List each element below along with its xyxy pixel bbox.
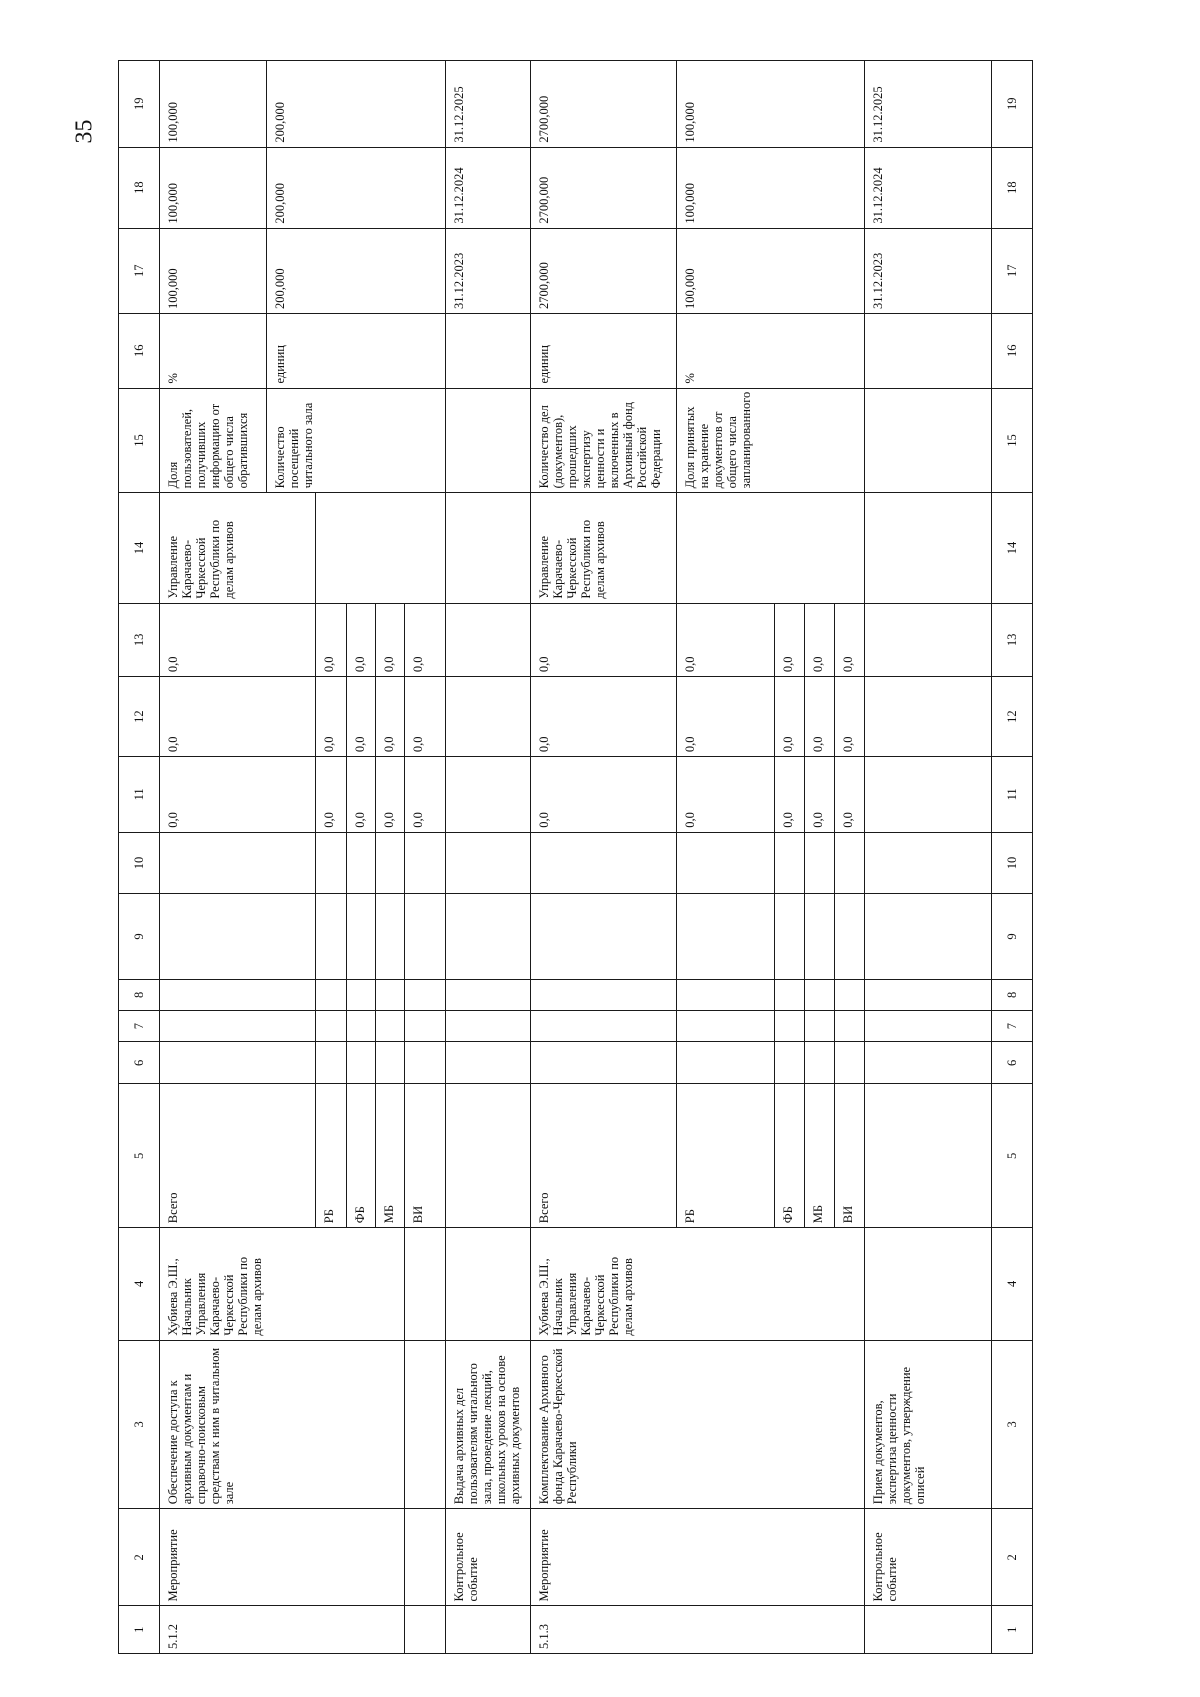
row-responsible: Хубиева Э.Ш., Начальник Управления Карачаево-Черкесской Республики по делам архивов	[159, 1228, 404, 1340]
date-2024: 31.12.2024	[446, 147, 531, 228]
row-executor: Управление Карачаево-Черкесской Республики по делам архивов	[530, 493, 676, 603]
cell-11: 0,0	[676, 757, 774, 833]
cell-11: 0,0	[774, 757, 804, 833]
cell-12: 0,0	[834, 677, 864, 757]
cell-10	[159, 832, 315, 894]
value-2025: 100,000	[159, 61, 266, 148]
cell-13: 0,0	[530, 603, 676, 676]
cell-11: 0,0	[404, 757, 446, 833]
source-vi: ВИ	[404, 1084, 446, 1228]
cell-11: 0,0	[375, 757, 404, 833]
table-row	[446, 61, 531, 1654]
value-2023: 100,000	[159, 228, 266, 313]
cell-13: 0,0	[404, 603, 446, 676]
header-cell: 10	[119, 832, 160, 894]
cell-13: 0,0	[375, 603, 404, 676]
cell-14	[676, 493, 864, 603]
cell-7	[159, 1011, 315, 1042]
source-mb: МБ	[375, 1084, 404, 1228]
unit: единиц	[530, 313, 676, 388]
date-2023: 31.12.2023	[446, 228, 531, 313]
footer-cell: 12	[992, 677, 1033, 757]
indicator: Количество посещений читального зала	[266, 388, 446, 493]
cell-12: 0,0	[804, 677, 834, 757]
cell-11: 0,0	[834, 757, 864, 833]
row-name: Комплектование Архивного фонда Карачаево-Черкесской Республики	[530, 1340, 864, 1509]
cell-13: 0,0	[774, 603, 804, 676]
row-type: Контрольное событие	[864, 1509, 991, 1606]
footer-cell: 9	[992, 894, 1033, 979]
cell-8	[159, 979, 315, 1010]
footer-cell: 11	[992, 757, 1033, 833]
unit: единиц	[266, 313, 446, 388]
row-name: Прием документов, экспертиза ценности документов, утверждение описей	[864, 1340, 991, 1509]
value-2024: 2700,000	[530, 147, 676, 228]
value-2024: 200,000	[266, 147, 446, 228]
header-cell: 18	[119, 147, 160, 228]
value-2023: 200,000	[266, 228, 446, 313]
value-2024: 100,000	[676, 147, 864, 228]
header-cell: 8	[119, 979, 160, 1010]
footer-cell: 10	[992, 832, 1033, 894]
cell-11: 0,0	[530, 757, 676, 833]
cell-12: 0,0	[676, 677, 774, 757]
cell-12: 0,0	[774, 677, 804, 757]
cell-13: 0,0	[159, 603, 315, 676]
source-total: Всего	[159, 1084, 315, 1228]
unit: %	[676, 313, 864, 388]
header-cell: 13	[119, 603, 160, 676]
row-responsible: Хубиева Э.Ш., Начальник Управления Карачаево-Черкесской Республики по делам архивов	[530, 1228, 864, 1340]
value-2025: 2700,000	[530, 61, 676, 148]
source-mb: МБ	[804, 1084, 834, 1228]
source-rb: РБ	[315, 1084, 346, 1228]
header-cell: 4	[119, 1228, 160, 1340]
cell-12: 0,0	[530, 677, 676, 757]
unit: %	[159, 313, 266, 388]
cell-13: 0,0	[346, 603, 375, 676]
row-type: Мероприятие	[530, 1509, 864, 1606]
value-2023: 2700,000	[530, 228, 676, 313]
row-type: Контрольное событие	[446, 1509, 531, 1606]
row-name: Обеспечение доступа к архивным документам и справочно-поисковым средствам к ним в читальном зале	[159, 1340, 404, 1509]
cell-12: 0,0	[315, 677, 346, 757]
row-name: Выдача архивных дел пользователям читального зала, проведение лекций, школьных уроков на основе архивных документов	[446, 1340, 531, 1509]
row-code: 5.1.2	[159, 1606, 404, 1654]
footer-cell: 13	[992, 603, 1033, 676]
row-code: 5.1.3	[530, 1606, 864, 1654]
page-number: 35	[71, 119, 98, 144]
value-2023: 100,000	[676, 228, 864, 313]
footer-cell: 17	[992, 228, 1033, 313]
cell-13: 0,0	[834, 603, 864, 676]
source-fb: ФБ	[774, 1084, 804, 1228]
footer-cell: 15	[992, 388, 1033, 493]
cell-6	[159, 1042, 315, 1084]
header-cell: 14	[119, 493, 160, 603]
indicator: Доля принятых на хранение документов от общего числа запланированного	[676, 388, 864, 493]
cell-14	[315, 493, 446, 603]
header-cell: 17	[119, 228, 160, 313]
footer-cell: 3	[992, 1340, 1033, 1509]
footer-cell: 1	[992, 1606, 1033, 1654]
cell-12: 0,0	[159, 677, 315, 757]
value-2025: 100,000	[676, 61, 864, 148]
footer-cell: 5	[992, 1084, 1033, 1228]
footer-cell: 16	[992, 313, 1033, 388]
cell-11: 0,0	[159, 757, 315, 833]
header-row	[119, 61, 160, 1654]
cell-11: 0,0	[804, 757, 834, 833]
row-type: Мероприятие	[159, 1509, 404, 1606]
header-cell: 1	[119, 1606, 160, 1654]
header-cell: 6	[119, 1042, 160, 1084]
cell-9	[159, 894, 315, 979]
table-row	[159, 61, 266, 1654]
date-2025: 31.12.2025	[446, 61, 531, 148]
cell-13: 0,0	[315, 603, 346, 676]
source-fb: ФБ	[346, 1084, 375, 1228]
indicator: Доля пользователей, получивших информацию от общего числа обратившихся	[159, 388, 266, 493]
cell-11: 0,0	[315, 757, 346, 833]
cell-12: 0,0	[375, 677, 404, 757]
value-2025: 200,000	[266, 61, 446, 148]
footer-cell: 14	[992, 493, 1033, 603]
date-2023: 31.12.2023	[864, 228, 991, 313]
indicator: Количество дел (документов), прошедших экспертизу ценности и включенных в Архивный фонд Российской Федерации	[530, 388, 676, 493]
footer-cell: 2	[992, 1509, 1033, 1606]
footer-cell: 8	[992, 979, 1033, 1010]
date-2025: 31.12.2025	[864, 61, 991, 148]
cell-11: 0,0	[346, 757, 375, 833]
header-cell: 19	[119, 61, 160, 148]
header-cell: 2	[119, 1509, 160, 1606]
date-2024: 31.12.2024	[864, 147, 991, 228]
header-cell: 3	[119, 1340, 160, 1509]
footer-row	[992, 61, 1033, 1654]
program-activities-table	[118, 60, 1033, 1654]
footer-cell: 19	[992, 61, 1033, 148]
source-rb: РБ	[676, 1084, 774, 1228]
cell-13: 0,0	[676, 603, 774, 676]
table-row	[530, 61, 676, 1654]
header-cell: 16	[119, 313, 160, 388]
header-cell: 5	[119, 1084, 160, 1228]
header-cell: 7	[119, 1011, 160, 1042]
source-total: Всего	[530, 1084, 676, 1228]
cell-12: 0,0	[404, 677, 446, 757]
value-2024: 100,000	[159, 147, 266, 228]
footer-cell: 7	[992, 1011, 1033, 1042]
rotated-table-sheet	[118, 60, 1033, 1654]
header-cell: 15	[119, 388, 160, 493]
table-row	[864, 61, 991, 1654]
header-cell: 12	[119, 677, 160, 757]
footer-cell: 4	[992, 1228, 1033, 1340]
row-executor: Управление Карачаево-Черкесской Республики по делам архивов	[159, 493, 315, 603]
footer-cell: 6	[992, 1042, 1033, 1084]
source-vi: ВИ	[834, 1084, 864, 1228]
cell-12: 0,0	[346, 677, 375, 757]
cell-13: 0,0	[804, 603, 834, 676]
footer-cell: 18	[992, 147, 1033, 228]
header-cell: 11	[119, 757, 160, 833]
header-cell: 9	[119, 894, 160, 979]
